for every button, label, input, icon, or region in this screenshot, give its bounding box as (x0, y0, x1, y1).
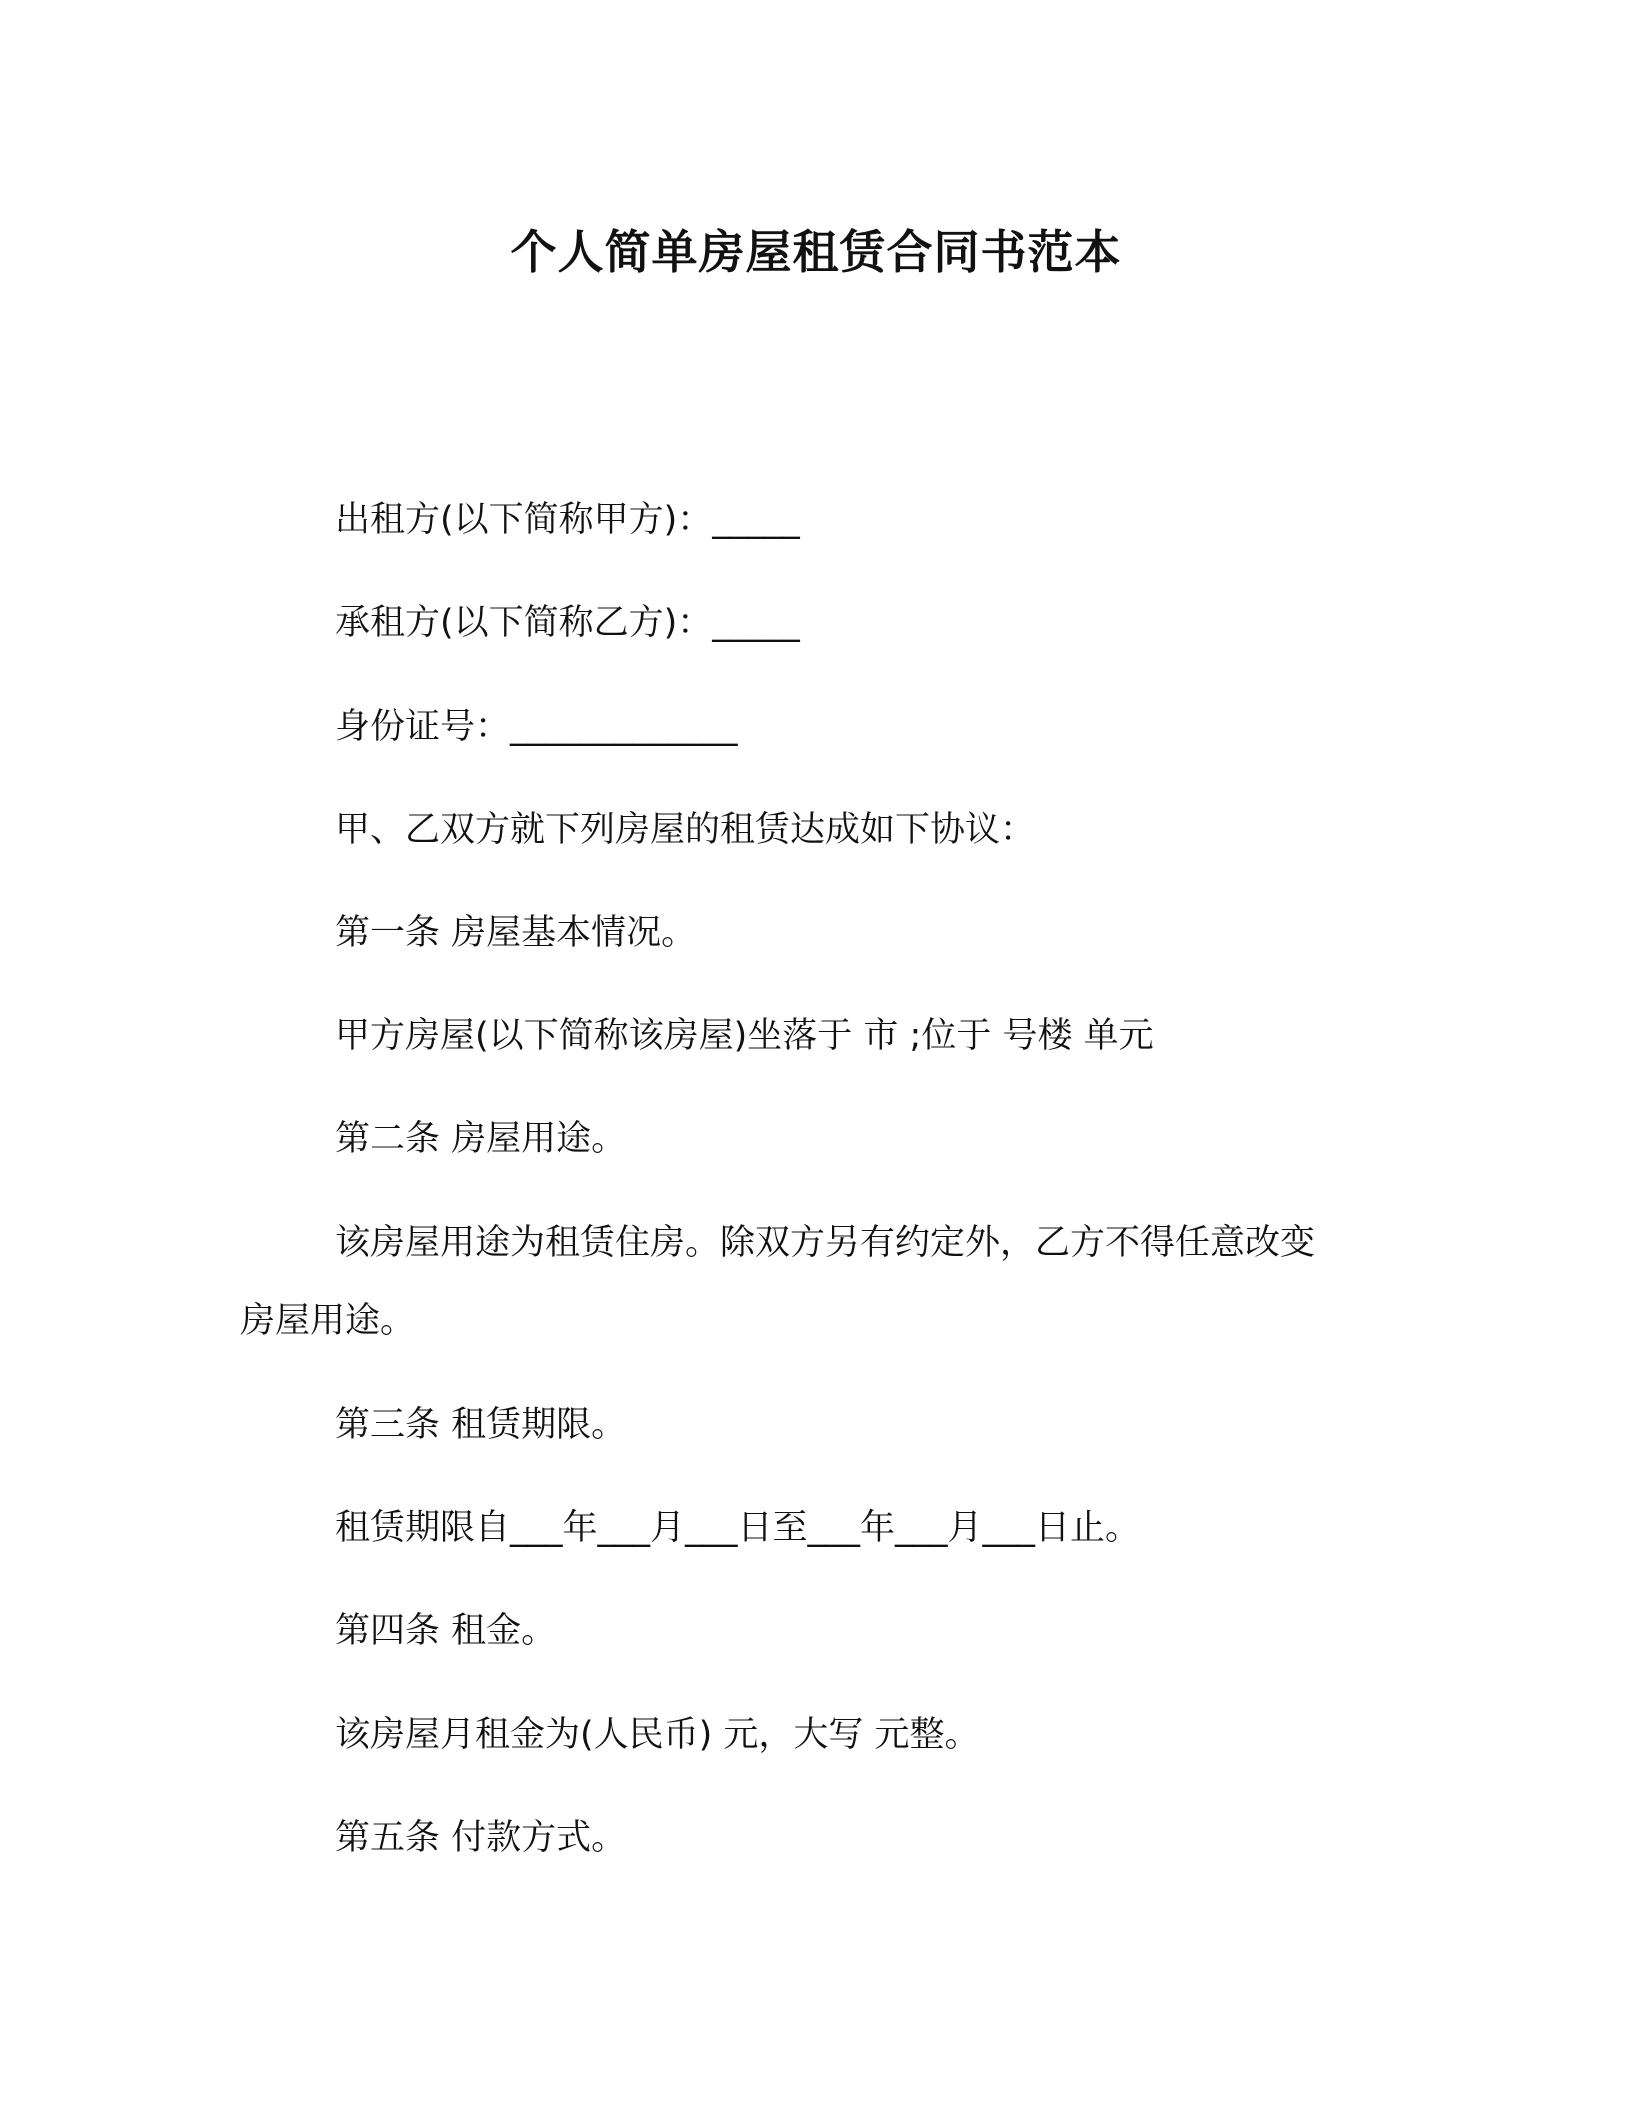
paragraph-lease-term: 租赁期限自___年___月___日至___年___月___日止。 (335, 1508, 1141, 1548)
paragraph-id-number: 身份证号：_____________ (335, 707, 738, 747)
document-title: 个人简单房屋租赁合同书范本 (510, 225, 1122, 279)
paragraph-lessor: 出租方(以下简称甲方)：_____ (335, 500, 800, 540)
heading-article-1: 第一条 房屋基本情况。 (335, 913, 697, 953)
paragraph-property-location: 甲方房屋(以下简称该房屋)坐落于 市 ;位于 号楼 单元 (335, 1016, 1154, 1056)
heading-article-3: 第三条 租赁期限。 (335, 1405, 627, 1445)
heading-article-4: 第四条 租金。 (335, 1611, 557, 1651)
paragraph-property-use-cont: 房屋用途。 (240, 1301, 416, 1341)
paragraph-lessee: 承租方(以下简称乙方)：_____ (335, 603, 800, 643)
paragraph-property-use: 该房屋用途为租赁住房。除双方另有约定外，乙方不得任意改变 (335, 1223, 1316, 1263)
paragraph-rent-amount: 该房屋月租金为(人民币) 元，大写 元整。 (335, 1715, 980, 1755)
heading-article-2: 第二条 房屋用途。 (335, 1119, 627, 1159)
paragraph-agreement-intro: 甲、乙双方就下列房屋的租赁达成如下协议： (335, 810, 1036, 850)
heading-article-5: 第五条 付款方式。 (335, 1818, 627, 1858)
